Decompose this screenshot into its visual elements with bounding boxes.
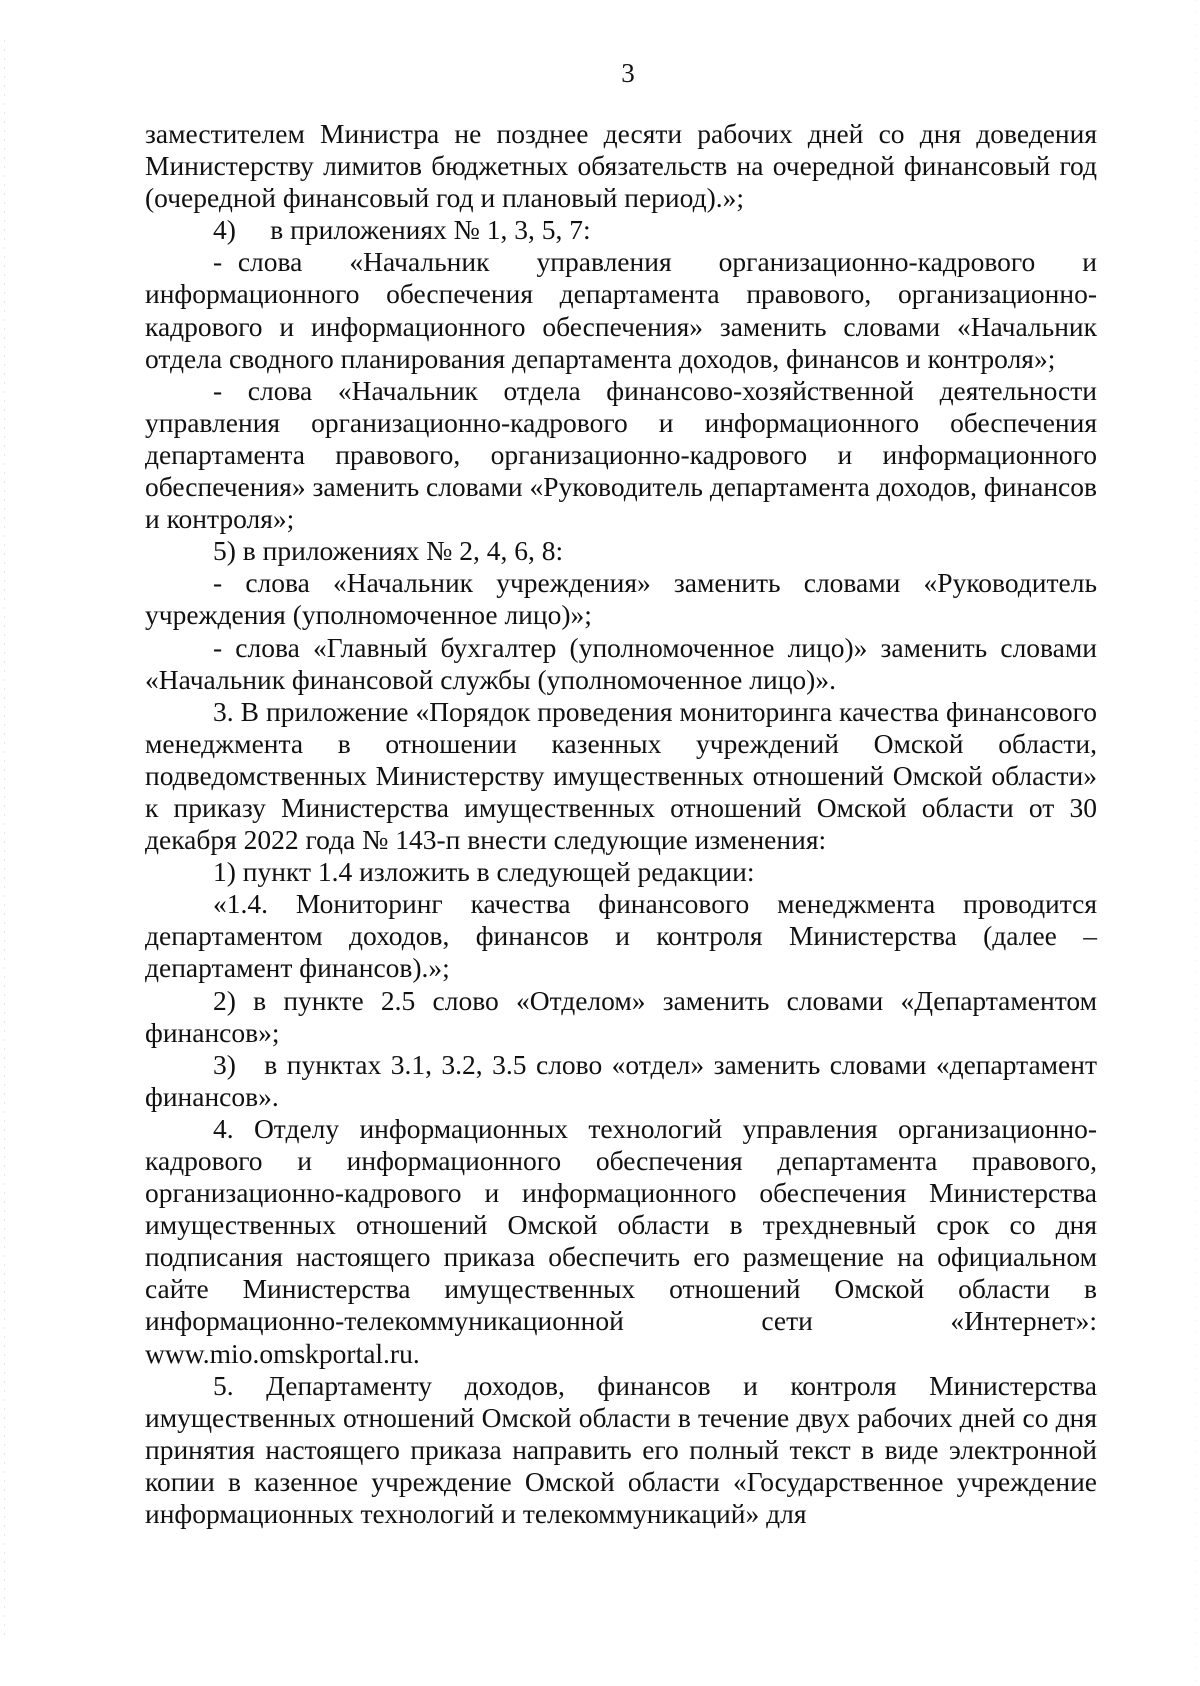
- paragraph-item-5: 5) в приложениях № 2, 4, 6, 8:: [213, 535, 564, 567]
- paragraph-subitem-3: 3) в пунктах 3.1, 3.2, 3.5 слово «отдел» заменить словами «департамент финансов».: [145, 1048, 1097, 1112]
- paragraph-subitem-1: 1) пункт 1.4 изложить в следующей редакции:: [213, 856, 755, 888]
- paragraph-dash-3: - слова «Начальник учреждения» заменить словами «Руководитель учреждения (уполномоченное лицо)»;: [145, 567, 1097, 631]
- paragraph-section-5: 5. Департаменту доходов, финансов и контроля Министерства имущественных отношений Омской области в течение двух рабочих дней со дня принятия настоящего приказа направить его полный текст в виде электронной копии в казенное учреждение Омской области «Государственное учреждение информационных технологий и телекоммуникаций» для: [145, 1369, 1097, 1530]
- scan-edge-left: [4, 40, 5, 1640]
- page-number: 3: [621, 58, 635, 88]
- paragraph-section-3: 3. В приложение «Порядок проведения мониторинга качества финансового менеджмента в отношении казенных учреждений Омской области, подведомственных Министерству имущественных отношений Омской области» к приказу Министерства имущественных отношений Омской области от 30 декабря 2022 года № 143-п внести следующие изменения:: [145, 695, 1097, 856]
- paragraph-subitem-2: 2) в пункте 2.5 слово «Отделом» заменить словами «Департаментом финансов»;: [145, 984, 1097, 1048]
- paragraph-item-4: 4) в приложениях № 1, 3, 5, 7:: [213, 214, 591, 246]
- paragraph-quote-1-4: «1.4. Мониторинг качества финансового менеджмента проводится департаментом доходов, финансов и контроля Министерства (далее – департамент финансов).»;: [145, 888, 1097, 984]
- scan-edge-right: [1195, 0, 1196, 1686]
- paragraph-dash-4: - слова «Главный бухгалтер (уполномоченное лицо)» заменить словами «Начальник финансовой службы (уполномоченное лицо)».: [145, 631, 1097, 695]
- paragraph-dash-1: - слова «Начальник управления организационно-кадрового и информационного обеспечения департамента правового, организационно-кадрового и информационного обеспечения» заменить словами «Начальник отдела сводного планирования департамента доходов, финансов и контроля»;: [145, 246, 1097, 374]
- document-body: [145, 118, 1097, 1530]
- paragraph-section-4: 4. Отделу информационных технологий управления организационно-кадрового и информационного обеспечения департамента правового, организационно-кадрового и информационного обеспечения Министерства имущественных отношений Омской области в трехдневный срок со дня подписания настоящего приказа обеспечить его размещение на официальном сайте Министерства имущественных отношений Омской области в информационно-телекоммуникационной сети «Интернет»: www.mio.omskportal.ru.: [145, 1112, 1097, 1369]
- paragraph-dash-2: - слова «Начальник отдела финансово-хозяйственной деятельности управления организационно-кадрового и информационного обеспечения департамента правового, организационно-кадрового и информационного обеспечения» заменить словами «Руководитель департамента доходов, финансов и контроля»;: [145, 374, 1097, 535]
- paragraph-continuation: заместителем Министра не позднее десяти рабочих дней со дня доведения Министерству лимитов бюджетных обязательств на очередной финансовый год (очередной финансовый год и плановый период).»;: [145, 118, 1097, 214]
